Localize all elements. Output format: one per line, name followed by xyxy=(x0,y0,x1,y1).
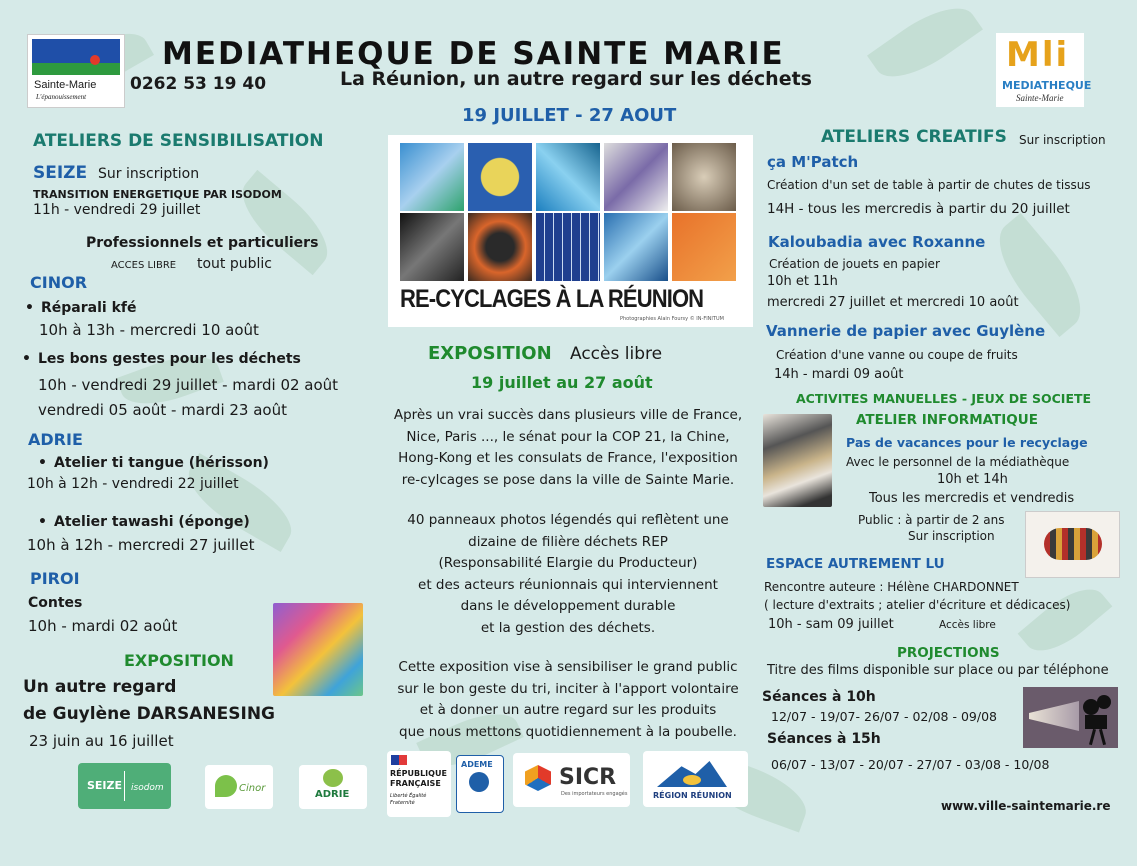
poster-photo xyxy=(536,213,600,281)
ateliers-sensibilisation-heading: ATELIERS DE SENSIBILISATION xyxy=(33,131,324,151)
seances-15h-label: Séances à 15h xyxy=(767,731,881,747)
manuelles-tagline: Pas de vacances pour le recyclage xyxy=(846,435,1088,450)
paragraph-line: Après un vrai succès dans plusieurs ville de France, xyxy=(393,407,743,423)
decorative-leaf xyxy=(1018,576,1113,664)
paragraph-line: et à donner un autre regard sur les produits xyxy=(419,702,717,718)
adrie-item-tawashi-time: 10h à 12h - mercredi 27 juillet xyxy=(27,536,255,554)
rf-line2: FRANÇAISE xyxy=(390,779,441,788)
piroi-item-contes-time: 10h - mardi 02 août xyxy=(28,617,178,635)
page-title: MEDIATHEQUE DE SAINTE MARIE xyxy=(162,36,785,72)
espace-access: Accès libre xyxy=(939,619,996,631)
center-paragraph-3 xyxy=(378,657,758,743)
sainte-marie-logo-name: Sainte-Marie xyxy=(34,79,97,91)
poster-title: RE-CYCLAGES À LA RÉUNION xyxy=(400,285,704,313)
kaloubadia-description: Création de jouets en papier xyxy=(769,257,940,271)
center-exposition-dates: 19 juillet au 27 août xyxy=(471,373,653,392)
cinor-item-bons-gestes: • Les bons gestes pour les déchets xyxy=(38,351,301,367)
espace-line2: ( lecture d'extraits ; atelier d'écriture et dédicaces) xyxy=(764,598,1071,612)
adrie-logo-text: ADRIE xyxy=(315,789,350,800)
paragraph-line: et la gestion des déchets. xyxy=(480,619,656,636)
cinor-item-bons-gestes-time1: 10h - vendredi 29 juillet - mardi 02 août xyxy=(38,376,339,394)
cinor-item-reparali: • Réparali kfé xyxy=(41,300,136,316)
cinor-heading: CINOR xyxy=(30,273,88,292)
espace-line1: Rencontre auteure : Hélène CHARDONNET xyxy=(764,580,1019,594)
adrie-logo xyxy=(299,765,367,809)
kaloubadia-time1: 10h et 11h xyxy=(767,274,838,289)
left-exposition-dates: 23 juin au 16 juillet xyxy=(29,732,174,750)
rf-motto: Liberté Égalité Fraternité xyxy=(390,793,427,806)
seize-time: 11h - vendredi 29 juillet xyxy=(33,202,201,218)
paragraph-line: 40 panneaux photos légendés qui reflètent une xyxy=(407,512,729,528)
paragraph-line: Cette exposition vise à sensibiliser le grand public xyxy=(398,659,738,675)
vannerie-time: 14h - mardi 09 août xyxy=(774,367,904,382)
sicr-logo xyxy=(513,753,630,807)
republique-francaise-logo xyxy=(387,751,451,817)
seize-detail: TRANSITION ENERGETIQUE PAR ISODOM xyxy=(33,188,282,201)
piroi-heading: PIROI xyxy=(30,569,80,588)
sainte-marie-logo-tagline: L'épanouissement xyxy=(36,93,87,101)
seances-15h-dates: 06/07 - 13/07 - 20/07 - 27/07 - 03/08 - 10/08 xyxy=(771,757,1050,772)
ademe-logo-text: ADEME xyxy=(461,760,493,769)
audience-public: tout public xyxy=(197,256,272,272)
rf-line1: RÉPUBLIQUE xyxy=(390,769,447,778)
atelier-informatique-heading: ATELIER INFORMATIQUE xyxy=(856,412,1038,428)
espace-heading: ESPACE AUTREMENT LU xyxy=(766,556,945,572)
manuelles-heading: ACTIVITES MANUELLES - JEUX DE SOCIETE xyxy=(796,391,1092,406)
bear-drawing-image xyxy=(1025,511,1120,578)
sicr-logo-text: SICR xyxy=(559,765,617,790)
left-exposition-heading: EXPOSITION xyxy=(124,651,234,670)
center-exposition-heading: EXPOSITION xyxy=(428,343,552,364)
ateliers-creatifs-note: Sur inscription xyxy=(1019,133,1106,147)
paragraph-line: dizaine de filière déchets REP xyxy=(468,533,668,550)
left-exposition-line1: Un autre regard xyxy=(23,677,177,697)
sainte-marie-logo xyxy=(27,34,125,108)
vannerie-heading: Vannerie de papier avec Guylène xyxy=(766,322,1046,340)
paragraph-line: Hong-Kong et les consulats de France, l'exposition xyxy=(398,450,738,466)
poster-photo xyxy=(468,143,532,211)
center-paragraph-1 xyxy=(378,405,758,491)
piroi-item-contes: Contes xyxy=(28,595,83,611)
left-exposition-line2: de Guylène DARSANESING xyxy=(23,704,276,724)
poster-photo xyxy=(468,213,532,281)
paragraph-line: sur le bon geste du tri, inciter à l'apport volontaire xyxy=(397,680,739,697)
poster-photo xyxy=(604,143,668,211)
manuelles-line4: Public : à partir de 2 ans xyxy=(858,513,1005,527)
manuelles-line2: 10h et 14h xyxy=(937,472,1008,487)
event-dates: 19 JUILLET - 27 AOUT xyxy=(462,105,677,126)
website-link[interactable]: www.ville-saintemarie.re xyxy=(941,799,1111,813)
paragraph-line: dans le développement durable xyxy=(460,598,676,614)
patch-description: Création d'un set de table à partir de chutes de tissus xyxy=(767,178,1091,192)
center-exposition-access: Accès libre xyxy=(570,344,663,364)
region-logo-text: RÉGION RÉUNION xyxy=(653,791,732,800)
seize-logo-text: SEIZE xyxy=(87,779,123,792)
ateliers-creatifs-heading: ATELIERS CREATIFS xyxy=(821,127,1007,147)
audience-access: ACCES LIBRE xyxy=(111,260,177,271)
ademe-logo xyxy=(456,755,504,813)
manuelles-line1: Avec le personnel de la médiathèque xyxy=(846,455,1070,469)
adrie-heading: ADRIE xyxy=(28,430,83,449)
poster-photo xyxy=(604,213,668,281)
isodom-logo-text: isodom xyxy=(131,783,164,793)
decorative-leaf xyxy=(867,0,983,92)
seances-10h-label: Séances à 10h xyxy=(762,689,876,705)
decorative-leaf xyxy=(982,213,1097,337)
poster-photo xyxy=(536,143,600,211)
region-reunion-logo xyxy=(643,751,748,807)
mediatheque-logo-sub: Sainte-Marie xyxy=(1016,93,1064,103)
mediatheque-logo xyxy=(996,33,1092,107)
adrie-item-tawashi: • Atelier tawashi (éponge) xyxy=(54,514,250,530)
paragraph-line: re-cylcages se pose dans la ville de Sainte Marie. xyxy=(401,471,735,488)
paragraph-line: Nice, Paris ..., le sénat pour la COP 21, la Chine, xyxy=(406,428,730,445)
cinor-item-bons-gestes-time2: vendredi 05 août - mardi 23 août xyxy=(38,401,287,419)
manuelles-line3: Tous les mercredis et vendredis xyxy=(869,491,1075,506)
espace-time: 10h - sam 09 juillet xyxy=(768,617,894,632)
paragraph-line: que nous mettons quotidiennement à la poubelle. xyxy=(399,723,737,740)
seize-isodom-logo xyxy=(78,763,171,809)
film-projector-image xyxy=(1023,687,1118,748)
paragraph-line: et des acteurs réunionnais qui interviennent xyxy=(418,576,718,593)
patch-heading: ça M'Patch xyxy=(767,153,859,171)
vannerie-description: Création d'une vanne ou coupe de fruits xyxy=(776,348,1018,362)
seize-note: Sur inscription xyxy=(98,166,200,182)
cinor-logo-text: Cinor xyxy=(239,783,266,794)
mediatheque-logo-letters: Mli xyxy=(1006,35,1070,75)
projections-description: Titre des films disponible sur place ou par téléphone xyxy=(767,663,1109,678)
projections-heading: PROJECTIONS xyxy=(897,645,1000,661)
audience-label: Professionnels et particuliers xyxy=(86,235,319,251)
kaloubadia-time2: mercredi 27 juillet et mercredi 10 août xyxy=(767,295,1019,310)
poster-credit: Photographies Alain Foursy © IN-FINITUM xyxy=(620,316,724,322)
adrie-item-ti-tangue: • Atelier ti tangue (hérisson) xyxy=(54,455,269,471)
recyclages-poster xyxy=(388,135,753,327)
phone-number: 0262 53 19 40 xyxy=(130,74,267,94)
manuelles-line5: Sur inscription xyxy=(908,529,995,543)
seances-10h-dates: 12/07 - 19/07- 26/07 - 02/08 - 09/08 xyxy=(771,709,997,724)
poster-photo xyxy=(400,143,464,211)
patch-time: 14H - tous les mercredis à partir du 20 juillet xyxy=(767,201,1070,217)
poster-photo xyxy=(672,143,736,211)
poster-photo xyxy=(672,213,736,281)
poster-photo xyxy=(400,213,464,281)
center-paragraph-2 xyxy=(378,510,758,639)
recycled-crafts-image xyxy=(763,414,832,507)
sicr-logo-sub: Des importateurs engagés xyxy=(561,791,628,797)
mediatheque-logo-name: MEDIATHEQUE xyxy=(1002,79,1092,92)
paragraph-line: (Responsabilité Elargie du Producteur) xyxy=(438,555,698,571)
cinor-logo xyxy=(205,765,273,809)
seize-heading: SEIZE xyxy=(33,163,88,183)
kaloubadia-heading: Kaloubadia avec Roxanne xyxy=(768,233,986,251)
page-subtitle: La Réunion, un autre regard sur les déchets xyxy=(340,68,812,90)
cinor-item-reparali-time: 10h à 13h - mercredi 10 août xyxy=(39,321,259,339)
adrie-item-ti-tangue-time: 10h à 12h - vendredi 22 juillet xyxy=(27,476,239,492)
paint-palette-image xyxy=(273,603,363,696)
